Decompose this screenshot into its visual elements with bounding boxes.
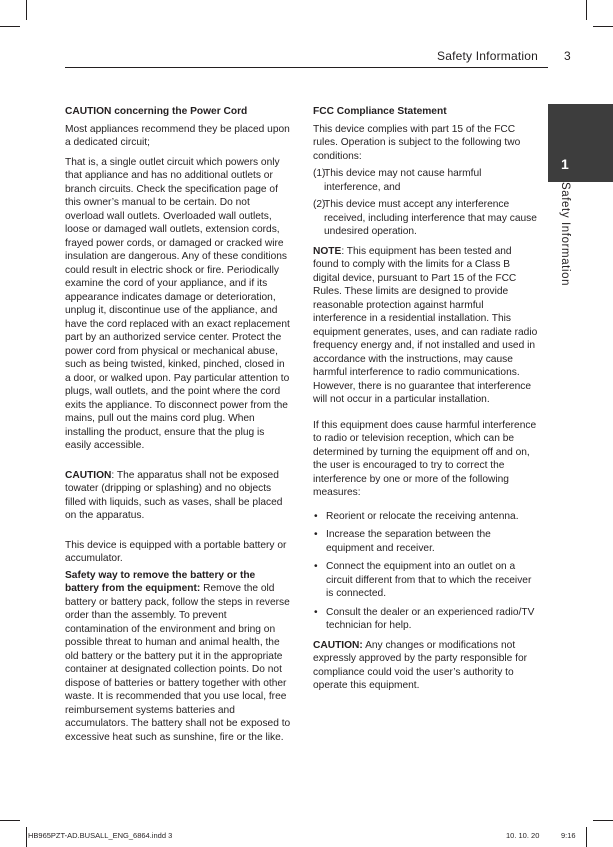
caution-text: Any changes or modifications not expressly approved by the party responsible for compliance could void the user’s authority to operate this equipment. [313,639,528,691]
footer-filename: HB965PZT-AD.BUSALL_ENG_6864.indd 3 [28,831,173,840]
caution-label: CAUTION: [313,639,363,651]
fcc-heading: FCC Compliance Statement [313,106,447,117]
list-item [313,198,538,239]
page-number: 3 [564,49,571,63]
caution-label: CAUTION [65,469,112,481]
left-column [65,105,291,750]
list-text: This device must accept any interference received, including interference that may cause undesired operation. [324,199,537,237]
crop-mark [0,26,20,27]
fcc-caution [313,639,538,693]
chapter-label: Safety Information [559,182,571,287]
battery-text: Remove the old battery or battery pack, follow the steps in reverse order than the assembly. To prevent contamination of the environment and bring on possible threat to human and animal health, the old battery or the battery put it in the appropriate container at designated collection points. Do not dispose of batteries or battery together with other waste. It is recommended that you use local, free reimbursement systems batteries and accumulators. The battery shall not be exposed to excessive heat such as sunshine, fire or the like. [65,583,291,743]
right-column [313,105,538,699]
list-text: Reorient or relocate the receiving antenna. [326,510,519,522]
chapter-tab [548,104,613,182]
list-text: Consult the dealer or an experienced radio/TV technician for help. [326,606,535,631]
crop-mark [0,820,20,821]
footer-date: 10. 10. 20 [506,831,540,840]
list-text: Increase the separation between the equipment and receiver. [326,529,491,554]
footer-time: 9:16 [561,831,576,840]
list-item [313,167,538,194]
note-label: NOTE [313,245,342,257]
crop-mark [593,26,613,27]
bullet-icon: • [314,529,318,540]
conditions-list [313,167,538,239]
list-marker: (2) [313,199,326,210]
crop-mark [593,820,613,821]
list-text: Connect the equipment into an outlet on a circuit different from that to which the receiver is connected. [326,561,532,599]
list-item [313,560,538,601]
crop-mark [26,0,27,20]
water-caution [65,469,291,523]
bullet-icon: • [314,510,318,522]
interference-paragraph: If this equipment does cause harmful interference to radio or television reception, which can be determined by turning the equipment off and on, the user is encouraged to try to correct the interference by one or more of the following measures: [313,419,537,498]
crop-mark [26,827,27,847]
list-item [313,510,538,524]
crop-mark [586,0,587,20]
bullet-icon: • [314,606,318,618]
battery-intro: This device is equipped with a portable battery or accumulator. [65,539,287,564]
battery-removal [65,569,291,745]
bullet-icon: • [314,561,318,572]
list-text: This device may not cause harmful interference, and [324,168,482,193]
crop-mark [586,827,587,847]
list-item [313,606,538,633]
power-cord-intro: Most appliances recommend they be placed upon a dedicated circuit; [65,123,290,148]
battery-heading: Safety way to remove the battery or the battery from the equipment: [65,569,256,594]
list-marker: (1) [313,168,326,179]
header-divider [65,67,548,68]
fcc-intro: This device complies with part 15 of the FCC rules. Operation is subject to the following two conditions: [313,123,521,162]
chapter-number: 1 [561,156,569,172]
measures-list [313,510,538,633]
note-text: : This equipment has been tested and found to comply with the limits for a Class B digital device, pursuant to Part 15 of the FCC Rules. These limits are designed to provide reasonable protection against harmful interference in a residential installation. This equipment generates, uses, and can radiate radio frequency energy and, if not installed and used in accordance with the instructions, may cause harmful interference to radio communications. However, there is no guarantee that interference will not occur in a particular installation. [313,245,538,405]
caution-text: : The apparatus shall not be exposed towater (dripping or splashing) and no objects filled with liquids, such as vases, shall be placed on the apparatus. [65,469,283,521]
list-item [313,528,538,555]
power-cord-body: That is, a single outlet circuit which powers only that appliance and has no additional outlets or branch circuits. Check the specification page of this owner’s manual to be certain. Do not overload wall outlets. Overloaded wall outlets, loose or damaged wall outlets, extension cords, frayed power cords, or damaged or cracked wire insulation are dangerous. Any of these conditions could result in electric shock or fire. Periodically examine the cord of your appliance, and if its appearance indicates damage or deterioration, unplug it, discontinue use of the appliance, and have the cord replaced with an exact replacement part by an authorized service center. Protect the power cord from physical or mechanical abuse, such as being twisted, kinked, pinched, closed in a door, or walked upon. Pay particular attention to plugs, wall outlets, and the point where the cord exits the appliance. To disconnect power from the mains, pull out the mains cord plug. When installing the product, ensure that the plug is easily accessible. [65,156,290,451]
section-title: Safety Information [437,49,538,63]
fcc-note [313,245,538,407]
power-cord-heading: CAUTION concerning the Power Cord [65,106,248,117]
